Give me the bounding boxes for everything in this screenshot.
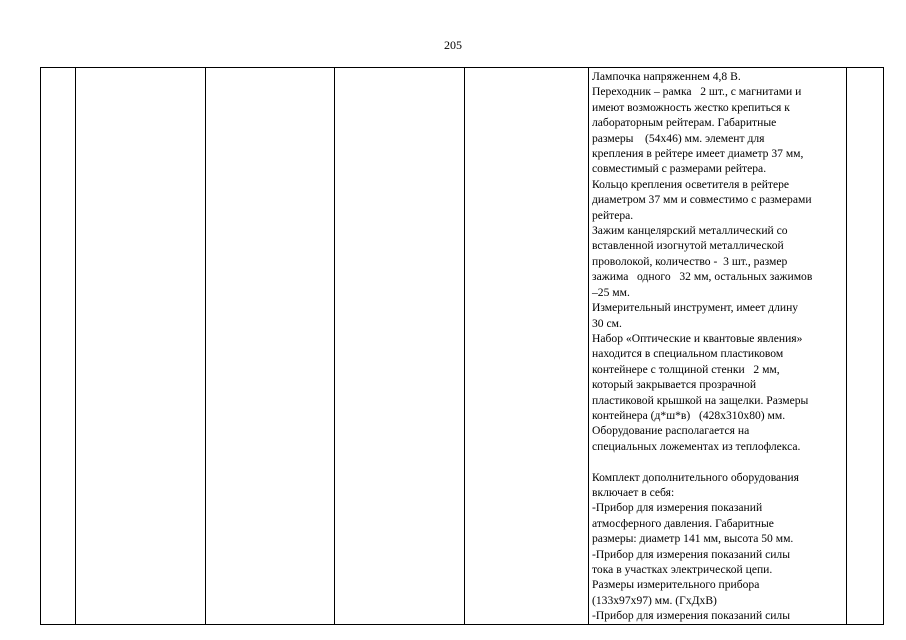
description-line: контейнере с толщиной стенки 2 мм,	[592, 362, 780, 376]
description-line: (133х97х97) мм. (ГхДхВ)	[592, 593, 717, 607]
description-line: крепления в рейтере имеет диаметр 37 мм,	[592, 147, 804, 161]
description-line: 30 см.	[592, 316, 622, 330]
description-line: имеют возможность жестко крепиться к	[592, 100, 790, 114]
description-line: контейнера (д*ш*в) (428х310х80) мм.	[592, 408, 786, 422]
description-line: -Прибор для измерения показаний	[592, 501, 763, 515]
description-line: включает в себя:	[592, 485, 675, 499]
description-line: Набор «Оптические и квантовые явления»	[592, 331, 803, 345]
table-cell-description	[589, 68, 847, 625]
description-text	[592, 69, 844, 624]
description-line: специальных ложементах из теплофлекса.	[592, 439, 801, 453]
specification-table	[40, 67, 884, 625]
table-cell-col7	[847, 68, 884, 625]
description-line: размеры: диаметр 141 мм, высота 50 мм.	[592, 532, 794, 546]
table-cell-col3	[206, 68, 335, 625]
description-line: Измерительный инструмент, имеет длину	[592, 301, 799, 315]
description-line: Лампочка напряженнем 4,8 В.	[592, 70, 741, 83]
description-line: -Прибор для измерения показаний силы	[592, 609, 790, 623]
table-row	[41, 68, 884, 625]
description-line: Переходник – рамка 2 шт., с магнитами и	[592, 85, 802, 99]
description-line: вставленной изогнутой металлической	[592, 239, 784, 253]
description-line: зажима одного 32 мм, остальных зажимов	[592, 270, 813, 284]
description-line: рейтера.	[592, 208, 634, 222]
description-line: лабораторным рейтерам. Габаритные	[592, 116, 777, 130]
description-line: -Прибор для измерения показаний силы	[592, 547, 790, 561]
description-line: Размеры измерительного прибора	[592, 578, 760, 592]
table-cell-col2	[76, 68, 206, 625]
table-cell-number	[41, 68, 76, 625]
description-line: Комплект дополнительного оборудования	[592, 470, 799, 484]
description-line: Кольцо крепления осветителя в рейтере	[592, 177, 790, 191]
description-line: Оборудование располагается на	[592, 424, 750, 438]
table-cell-col5	[465, 68, 589, 625]
description-line: –25 мм.	[592, 285, 630, 299]
description-line: проволокой, количество - 3 шт., размер	[592, 254, 788, 268]
description-line: диаметром 37 мм и совместимо с размерами	[592, 193, 812, 207]
description-line: размеры (54х46) мм. элемент для	[592, 131, 765, 145]
description-line: Зажим канцелярский металлический со	[592, 224, 788, 238]
description-line: который закрывается прозрачной	[592, 378, 757, 392]
description-line: тока в участках электрической цепи.	[592, 562, 773, 576]
description-line: пластиковой крышкой на защелки. Размеры	[592, 393, 809, 407]
description-line: совместимый с размерами рейтера.	[592, 162, 767, 176]
page-number: 205	[444, 38, 462, 52]
blank-line	[592, 454, 844, 469]
description-line: атмосферного давления. Габаритные	[592, 516, 774, 530]
description-line: находится в специальном пластиковом	[592, 347, 784, 361]
table-cell-col4	[335, 68, 465, 625]
